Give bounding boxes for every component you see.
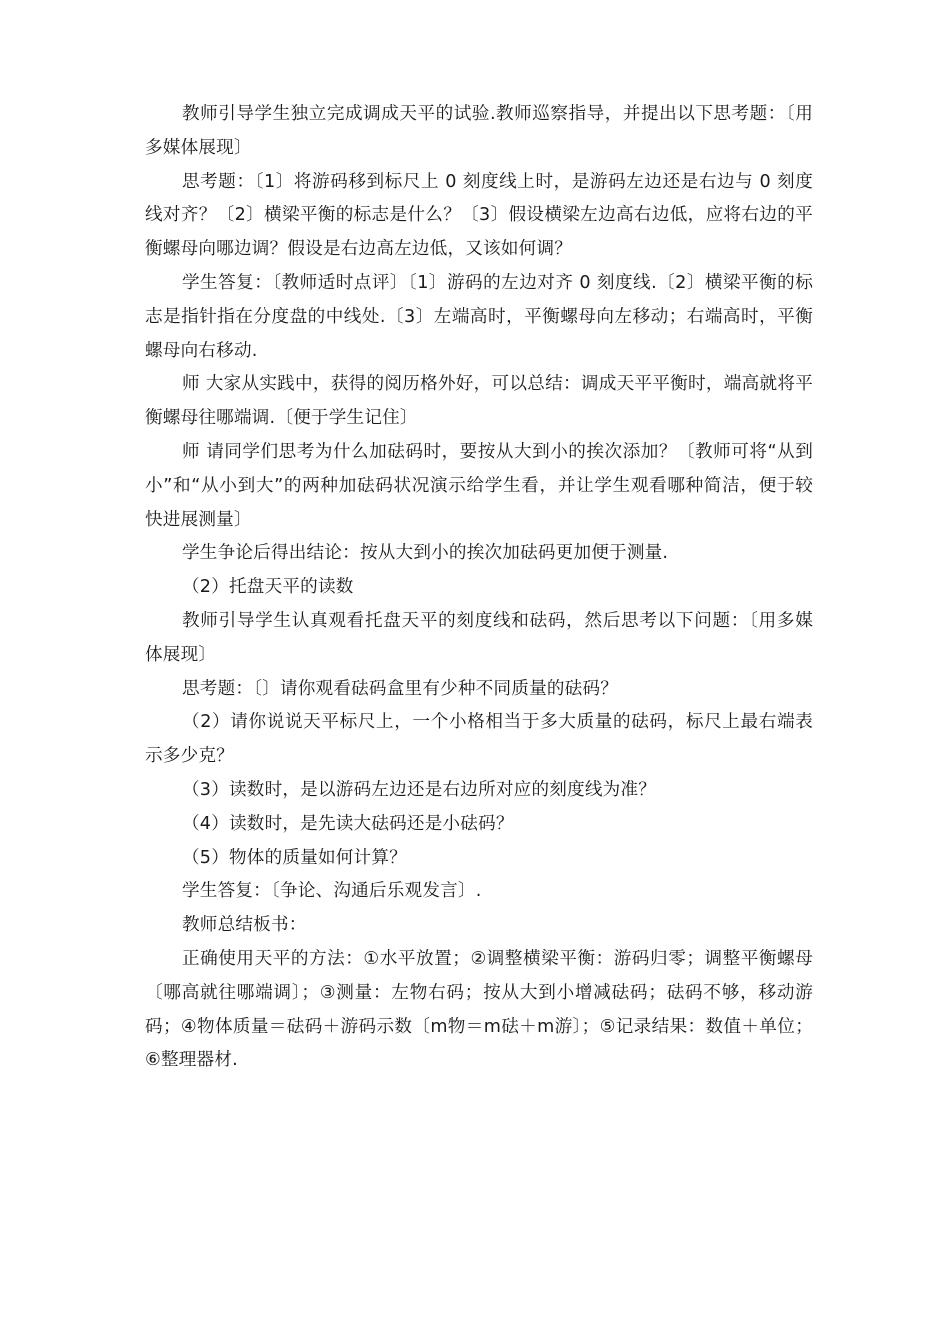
section-heading-balance-reading: （2）托盘天平的读数 <box>182 577 354 598</box>
paragraph-student-discussion: 学生答复：〔争论、沟通后乐观发言〕. <box>182 881 482 902</box>
question-item-2: （2）请你说说天平标尺上，一个小格相当于多大质量的砝码，标尺上最右端表示多少克？ <box>145 712 813 767</box>
paragraph-teacher-summary: 师 大家从实践中，获得的阅历格外好，可以总结：调成天平平衡时，端高就将平衡螺母往哪端调.〔便于学生记住〕 <box>145 374 813 429</box>
paragraph-weight-order-question: 师 请同学们思考为什么加砝码时，要按从大到小的挨次添加？〔教师可将“从到小”和“从小到大”的两种加砝码状况演示给学生看，并让学生观看哪种简洁，便于较快进展测量〕 <box>145 441 813 530</box>
paragraph-student-answers: 学生答复：〔教师适时点评〕〔1〕游码的左边对齐 0 刻度线.〔2〕横梁平衡的标志是指针指在分度盘的中线处.〔3〕左端高时，平衡螺母向左移动；右端高时，平衡螺母向右移动. <box>145 272 813 361</box>
paragraph-teacher-board-notes: 教师总结板书： <box>182 915 307 936</box>
question-item-1: 思考题：〔〕请你观看砝码盒里有少种不同质量的砝码？ <box>182 678 619 699</box>
document-body <box>145 98 813 1078</box>
paragraph-observe-scale: 教师引导学生认真观看托盘天平的刻度线和砝码，然后思考以下问题：〔用多媒体展现〕 <box>145 610 813 665</box>
paragraph-thinking-questions: 思考题：〔1〕将游码移到标尺上 0 刻度线上时，是游码左边还是右边与 0 刻度线对齐？〔2〕横梁平衡的标志是什么？〔3〕假设横梁左边高右边低，应将右边的平衡螺母向哪边调？假设是右边高左边低，又该如何调？ <box>145 171 813 260</box>
paragraph-correct-usage-method: 正确使用天平的方法：①水平放置；②调整横梁平衡：游码归零；调整平衡螺母〔哪高就往哪端调〕；③测量：左物右码；按从大到小增减砝码；砝码不够，移动游码；④物体质量＝砝码＋游码示数〔m物＝m砝＋m游〕；⑤记录结果：数值＋单位；⑥整理器材. <box>145 948 813 1071</box>
paragraph-teacher-guides-experiment: 教师引导学生独立完成调成天平的试验.教师巡察指导，并提出以下思考题：〔用多媒体展现〕 <box>145 104 813 158</box>
paragraph-student-conclusion: 学生争论后得出结论：按从大到小的挨次加砝码更加便于测量. <box>182 543 669 564</box>
question-item-5: （5）物体的质量如何计算？ <box>182 847 407 868</box>
question-item-4: （4）读数时，是先读大砝码还是小砝码？ <box>182 813 514 834</box>
question-item-3: （3）读数时，是以游码左边还是右边所对应的刻度线为准？ <box>182 779 657 800</box>
